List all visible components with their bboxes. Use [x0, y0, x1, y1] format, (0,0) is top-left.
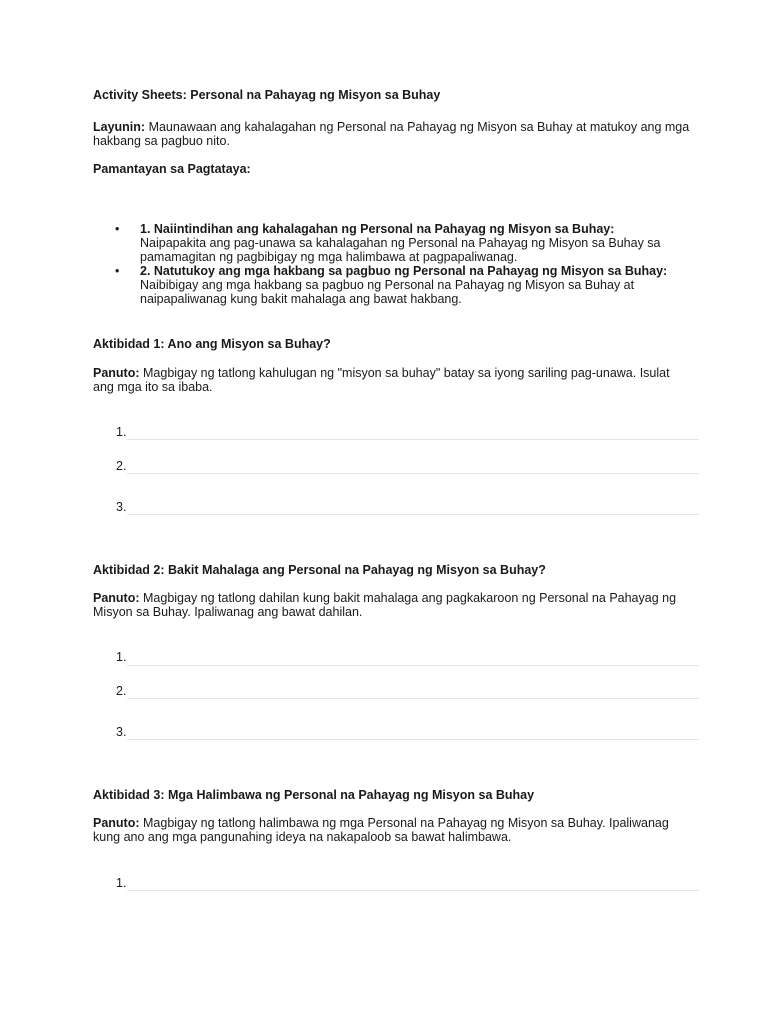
bullet-dot: • [115, 222, 120, 236]
panuto-text: Magbigay ng tatlong dahilan kung bakit mahalaga ang pagkakaroon ng Personal na Pahayag ng Misyon sa Buhay. Ipaliwanag ang bawat dahilan. [93, 591, 677, 619]
answer-number: 3. [116, 500, 127, 514]
panuto-label: Panuto: [93, 591, 140, 605]
criterion-heading: 1. Naiintindihan ang kahalagahan ng Personal na Pahayag ng Misyon sa Buhay: [140, 222, 615, 236]
criterion-text: Naibibigay ang mga hakbang sa pagbuo ng Personal na Pahayag ng Misyon sa Buhay at naipapaliwanag kung bakit mahalaga ang bawat hakbang. [140, 278, 635, 306]
answer-line[interactable] [127, 665, 699, 666]
criterion-item [140, 264, 680, 306]
answer-number: 3. [116, 725, 127, 739]
bullet-dot: • [115, 264, 120, 278]
activity-title: Aktibidad 2: Bakit Mahalaga ang Personal na Pahayag ng Misyon sa Buhay? [93, 563, 546, 577]
panuto-text: Magbigay ng tatlong halimbawa ng mga Personal na Pahayag ng Misyon sa Buhay. Ipaliwanag kung ano ang mga pangunahing ideya na nakapaloob sa bawat halimbawa. [93, 816, 669, 844]
activity-title: Aktibidad 1: Ano ang Misyon sa Buhay? [93, 337, 331, 351]
answer-line[interactable] [127, 439, 699, 440]
panuto-label: Panuto: [93, 816, 140, 830]
answer-number: 2. [116, 459, 127, 473]
panuto-text: Magbigay ng tatlong kahulugan ng "misyon sa buhay" batay sa iyong sariling pag-unawa. Isulat ang mga ito sa ibaba. [93, 366, 670, 394]
answer-number: 1. [116, 650, 127, 664]
answer-number: 1. [116, 425, 127, 439]
layunin-label: Layunin: [93, 120, 146, 134]
answer-line[interactable] [127, 698, 699, 699]
criterion-text: Naipapakita ang pag-unawa sa kahalagahan ng Personal na Pahayag ng Misyon sa Buhay sa pamamagitan ng pagbibigay ng mga halimbawa at pagpapaliwanag. [140, 236, 661, 264]
activity-title: Aktibidad 3: Mga Halimbawa ng Personal na Pahayag ng Misyon sa Buhay [93, 788, 535, 802]
pamantayan-heading: Pamantayan sa Pagtataya: [93, 162, 251, 176]
criterion-heading: 2. Natutukoy ang mga hakbang sa pagbuo ng Personal na Pahayag ng Misyon sa Buhay: [140, 264, 668, 278]
answer-line[interactable] [127, 739, 699, 740]
activity-instructions [93, 366, 693, 394]
activity-instructions [93, 591, 693, 619]
criterion-item [140, 222, 680, 264]
document-title: Activity Sheets: Personal na Pahayag ng Misyon sa Buhay [93, 88, 441, 102]
panuto-label: Panuto: [93, 366, 140, 380]
answer-line[interactable] [127, 514, 699, 515]
answer-line[interactable] [127, 473, 699, 474]
answer-line[interactable] [127, 890, 699, 891]
layunin-paragraph [93, 120, 693, 148]
answer-number: 1. [116, 876, 127, 890]
layunin-text: Maunawaan ang kahalagahan ng Personal na Pahayag ng Misyon sa Buhay at matukoy ang mga hakbang sa pagbuo nito. [93, 120, 690, 148]
activity-instructions [93, 816, 693, 844]
answer-number: 2. [116, 684, 127, 698]
